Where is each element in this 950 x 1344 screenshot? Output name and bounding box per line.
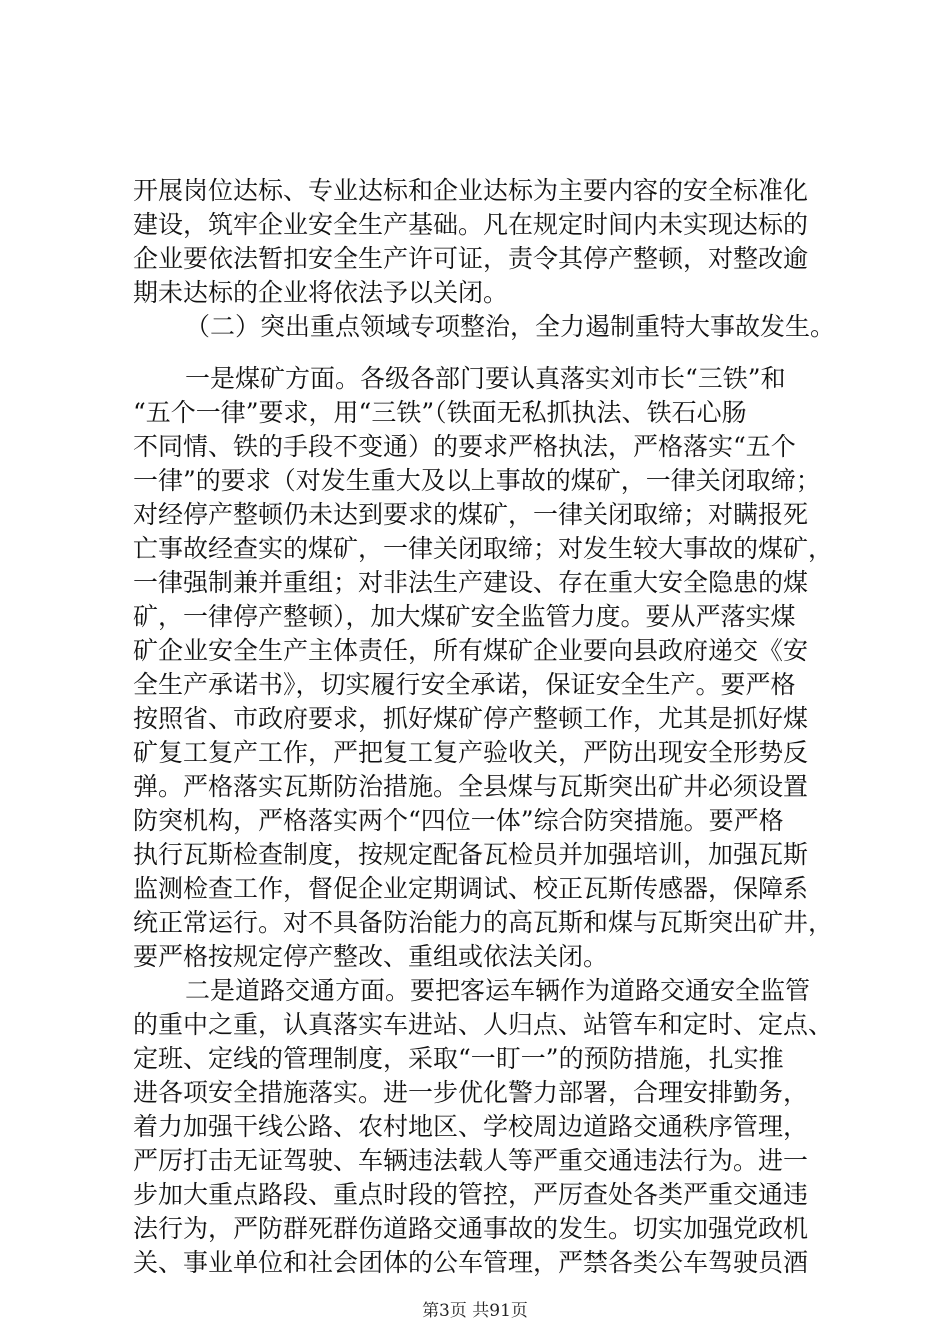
body-text-line: 开展岗位达标、专业达标和企业达标为主要内容的安全标准化 [133, 176, 809, 205]
body-text-line: 一是煤矿方面。各级各部门要认真落实刘市长“三铁”和 [185, 364, 786, 393]
body-text-line: 矿，一律停产整顿），加大煤矿安全监管力度。要从严落实煤 [133, 602, 796, 631]
body-text-line: 企业要依法暂扣安全生产许可证，责令其停产整顿，对整改逾 [133, 244, 809, 273]
body-text-line: 弹。严格落实瓦斯防治措施。全县煤与瓦斯突出矿井必须设置 [133, 772, 809, 801]
body-text-line: 关、事业单位和社会团体的公车管理，严禁各类公车驾驶员酒 [133, 1248, 809, 1277]
body-text-line: “五个一律”要求，用“三铁”（铁面无私抓执法、铁石心肠 [133, 398, 747, 427]
body-text-line: 矿复工复产工作，严把复工复产验收关，严防出现安全形势反 [133, 738, 809, 767]
body-text-line: 按照省、市政府要求，抓好煤矿停产整顿工作，尤其是抓好煤 [133, 704, 809, 733]
body-text-line: 法行为，严防群死群伤道路交通事故的发生。切实加强党政机 [133, 1214, 809, 1243]
section-heading: （二）突出重点领域专项整治，全力遏制重特大事故发生。 [185, 312, 836, 341]
body-text-line: 对经停产整顿仍未达到要求的煤矿，一律关闭取缔；对瞒报死 [133, 500, 809, 529]
body-text-line: 定班、定线的管理制度，采取“一盯一”的预防措施，扎实推 [133, 1044, 784, 1073]
body-text-line: 要严格按规定停产整改、重组或依法关闭。 [133, 942, 609, 971]
body-text-line: 监测检查工作，督促企业定期调试、校正瓦斯传感器，保障系 [133, 874, 809, 903]
body-text-line: 的重中之重，认真落实车进站、人归点、站管车和定时、定点、 [133, 1010, 834, 1039]
body-text-line: 步加大重点路段、重点时段的管控，严厉查处各类严重交通违 [133, 1180, 809, 1209]
body-text-line: 严厉打击无证驾驶、车辆违法载人等严重交通违法行为。进一 [133, 1146, 809, 1175]
body-text-line: 着力加强干线公路、农村地区、学校周边道路交通秩序管理， [133, 1112, 809, 1141]
body-text-line: 二是道路交通方面。要把客运车辆作为道路交通安全监管 [185, 976, 811, 1005]
page-number-footer: 第3页 共91页 [422, 1301, 528, 1321]
body-text-line: 亡事故经查实的煤矿，一律关闭取缔；对发生较大事故的煤矿， [133, 534, 834, 563]
body-text-line: 进各项安全措施落实。进一步优化警力部署，合理安排勤务， [133, 1078, 809, 1107]
body-text-line: 期未达标的企业将依法予以关闭。 [133, 278, 509, 307]
body-text-line: 执行瓦斯检查制度，按规定配备瓦检员并加强培训，加强瓦斯 [133, 840, 809, 869]
body-text-line: 一律强制兼并重组；对非法生产建设、存在重大安全隐患的煤 [133, 568, 809, 597]
body-text-line: 不同情、铁的手段不变通）的要求严格执法，严格落实“五个 [133, 432, 796, 461]
body-text-line: 一律”的要求（对发生重大及以上事故的煤矿，一律关闭取缔； [133, 466, 821, 495]
body-text-line: 矿企业安全生产主体责任，所有煤矿企业要向县政府递交《安 [133, 636, 809, 665]
body-text-line: 统正常运行。对不具备防治能力的高瓦斯和煤与瓦斯突出矿井， [133, 908, 834, 937]
body-text-line: 建设，筑牢企业安全生产基础。凡在规定时间内未实现达标的 [133, 210, 809, 239]
body-text-line: 全生产承诺书》，切实履行安全承诺，保证安全生产。要严格 [133, 670, 796, 699]
body-text-line: 防突机构，严格落实两个“四位一体”综合防突措施。要严格 [133, 806, 784, 835]
